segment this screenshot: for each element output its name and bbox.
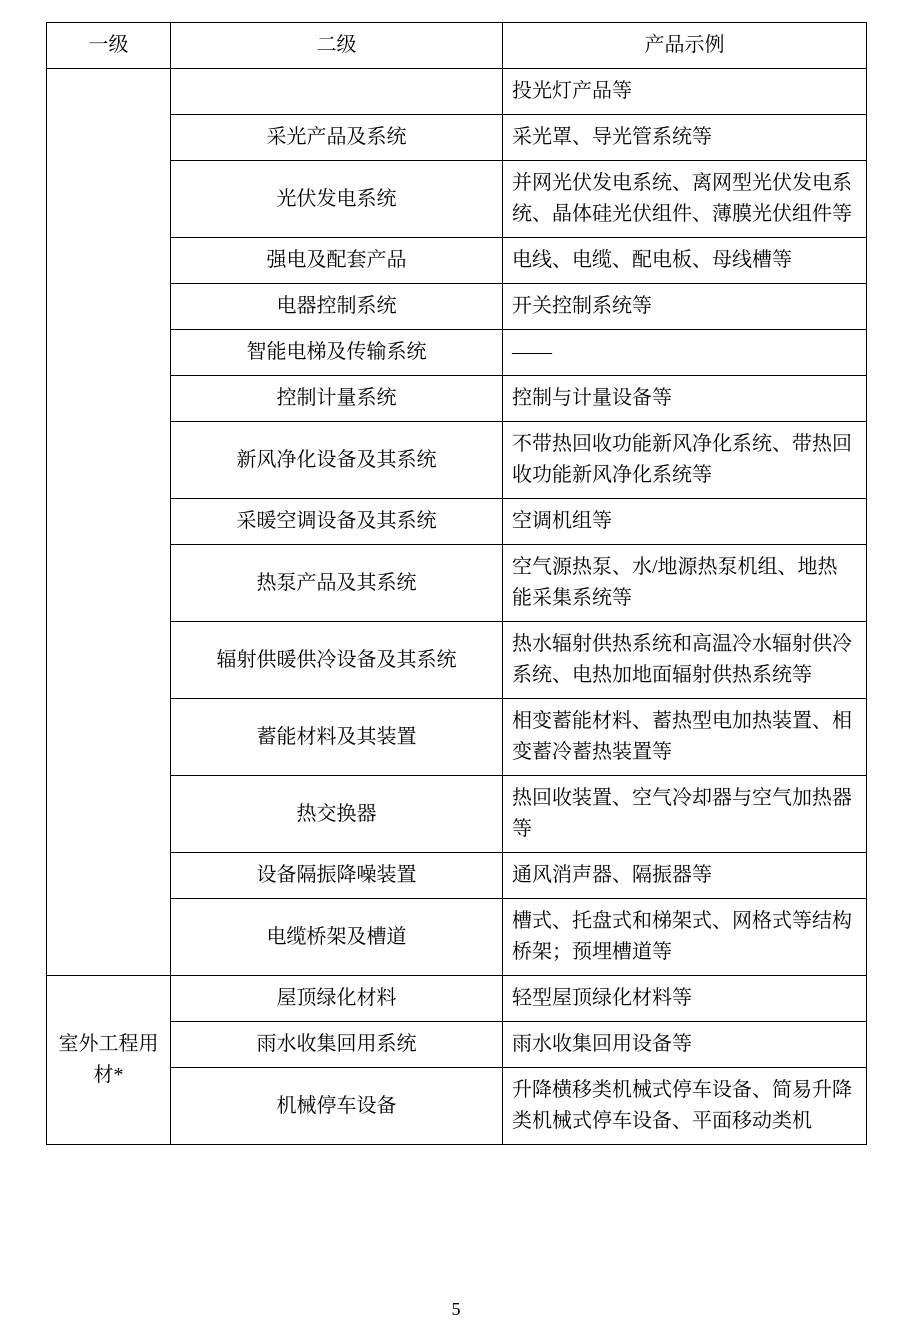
column-header-example: 产品示例 [503,23,867,69]
column-header-level1: 一级 [47,23,171,69]
example-cell: 雨水收集回用设备等 [503,1022,867,1068]
product-category-table [46,22,867,1145]
table-row [47,976,867,1022]
example-cell: 相变蓄能材料、蓄热型电加热装置、相变蓄冷蓄热装置等 [503,699,867,776]
example-cell: —— [503,330,867,376]
level2-cell: 热交换器 [171,776,503,853]
example-cell: 热回收装置、空气冷却器与空气加热器等 [503,776,867,853]
level2-cell: 电器控制系统 [171,284,503,330]
table-body [47,69,867,1145]
example-cell: 并网光伏发电系统、离网型光伏发电系统、晶体硅光伏组件、薄膜光伏组件等 [503,161,867,238]
level1-cell-outdoor-works: 室外工程用材* [47,976,171,1145]
level2-cell: 设备隔振降噪装置 [171,853,503,899]
level2-cell: 控制计量系统 [171,376,503,422]
level2-cell: 热泵产品及其系统 [171,545,503,622]
level2-cell: 采光产品及系统 [171,115,503,161]
level2-cell: 机械停车设备 [171,1068,503,1145]
example-cell: 通风消声器、隔振器等 [503,853,867,899]
example-cell: 电线、电缆、配电板、母线槽等 [503,238,867,284]
table-header-row [47,23,867,69]
level2-cell: 屋顶绿化材料 [171,976,503,1022]
level2-cell: 智能电梯及传输系统 [171,330,503,376]
level2-cell: 新风净化设备及其系统 [171,422,503,499]
example-cell: 不带热回收功能新风净化系统、带热回收功能新风净化系统等 [503,422,867,499]
level2-cell: 强电及配套产品 [171,238,503,284]
example-cell: 空气源热泵、水/地源热泵机组、地热能采集系统等 [503,545,867,622]
level2-cell [171,69,503,115]
example-cell: 空调机组等 [503,499,867,545]
example-cell: 轻型屋顶绿化材料等 [503,976,867,1022]
column-header-level2: 二级 [171,23,503,69]
example-cell: 投光灯产品等 [503,69,867,115]
page-number: 5 [451,1299,461,1319]
example-cell: 采光罩、导光管系统等 [503,115,867,161]
example-cell: 槽式、托盘式和梯架式、网格式等结构桥架；预埋槽道等 [503,899,867,976]
level2-cell: 采暖空调设备及其系统 [171,499,503,545]
example-cell: 控制与计量设备等 [503,376,867,422]
example-cell: 开关控制系统等 [503,284,867,330]
level2-cell: 雨水收集回用系统 [171,1022,503,1068]
level2-cell: 蓄能材料及其装置 [171,699,503,776]
example-cell: 升降横移类机械式停车设备、简易升降类机械式停车设备、平面移动类机 [503,1068,867,1145]
example-cell: 热水辐射供热系统和高温冷水辐射供冷系统、电热加地面辐射供热系统等 [503,622,867,699]
table-row [47,69,867,115]
level2-cell: 光伏发电系统 [171,161,503,238]
level2-cell: 辐射供暖供冷设备及其系统 [171,622,503,699]
level2-cell: 电缆桥架及槽道 [171,899,503,976]
table-header [47,23,867,69]
level1-cell-continued [47,69,171,976]
